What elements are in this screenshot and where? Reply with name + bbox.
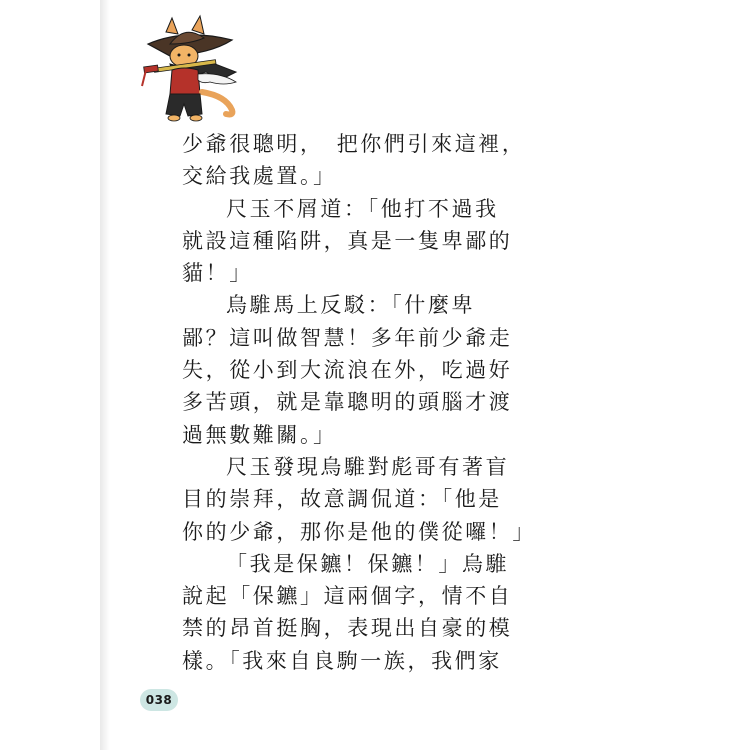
- paragraph-5: [182, 548, 554, 677]
- text-line: 烏騅馬上反駁：「什麼卑: [226, 293, 476, 318]
- text-line: 樣。「我來自良駒一族，我們家: [182, 648, 502, 673]
- paragraph-3: [182, 289, 554, 450]
- text-line: 禁的昂首挺胸，表現出自豪的模: [182, 616, 513, 641]
- text-line: 多苦頭，就是靠聰明的頭腦才渡: [182, 390, 513, 415]
- cat-swordsman-illustration: [140, 10, 250, 128]
- text-line: 「我是保鑣！保鑣！」烏騅: [226, 551, 510, 576]
- story-text: [182, 128, 554, 677]
- text-line: 貓！」: [182, 261, 253, 286]
- text-line: 尺玉不屑道：「他打不過我: [226, 196, 499, 221]
- page-number: 038: [145, 693, 173, 707]
- text-line: 交給我處置。」: [182, 164, 337, 189]
- text-line: 過無數難關。」: [182, 422, 337, 447]
- text-line: 鄙？這叫做智慧！多年前少爺走: [182, 325, 513, 350]
- page-number-badge: [140, 689, 178, 711]
- text-line: 就設這種陷阱，真是一隻卑鄙的: [182, 228, 513, 253]
- text-line: 失，從小到大流浪在外，吃過好: [182, 358, 513, 383]
- text-line: 尺玉發現烏騅對彪哥有著盲: [226, 454, 510, 479]
- paragraph-1: [182, 128, 554, 193]
- text-line: 目的崇拜，故意調侃道：「他是: [182, 487, 502, 512]
- text-line: 你的少爺，那你是他的僕從囉！」: [182, 519, 536, 544]
- text-line: 少爺很聰明， 把你們引來這裡，: [182, 132, 526, 156]
- paragraph-4: [182, 451, 554, 548]
- gutter-shadow: [100, 0, 110, 750]
- text-line: 說起「保鑣」這兩個字，情不自: [182, 584, 513, 609]
- paragraph-2: [182, 193, 554, 290]
